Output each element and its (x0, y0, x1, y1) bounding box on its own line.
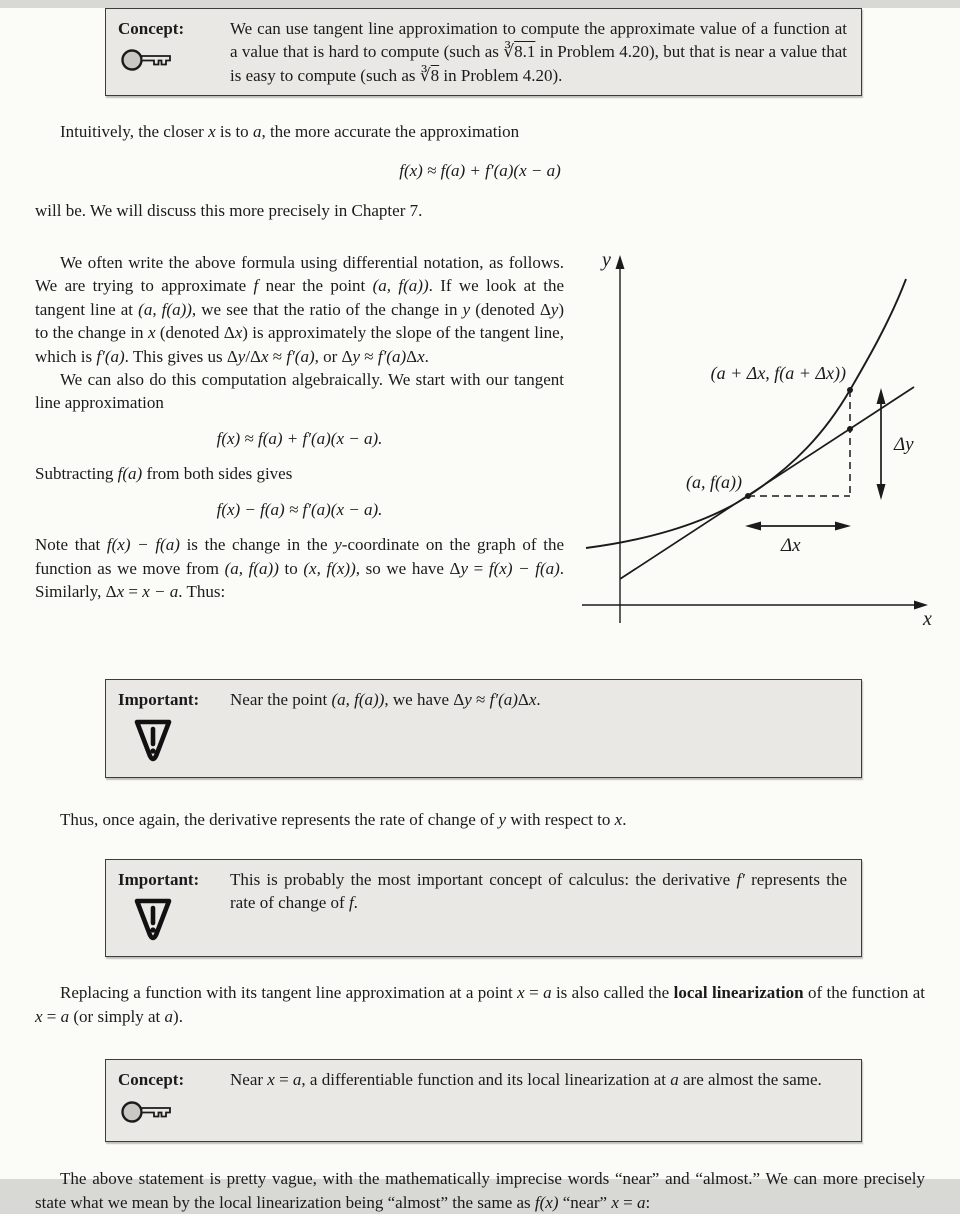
two-column-section (35, 248, 940, 662)
equation-difference: f(x) − f(a) ≈ f′(a)(x − a). (216, 499, 383, 519)
tangent-point-label: (a, f(a)) (686, 471, 742, 492)
important-box-2-label-column (118, 868, 216, 949)
point-on-tangent (847, 426, 853, 432)
paragraph-differential-notation: We often write the above formula using differential notation, as follows. We are trying to approximate f near the point (a, f(a)). If we look at the tangent line at (a, f(a)), we see that the ratio of the change in y (denoted Δy) to the change in x (denoted Δx) is approximately the slope of the tangent line, which is f′(a). This gives us Δy/Δx ≈ f′(a), or Δy ≈ f′(a)Δx. (35, 252, 565, 366)
figure-column (576, 248, 940, 662)
warning-icon (132, 717, 216, 769)
y-axis-arrowhead-icon (616, 255, 625, 269)
important-box-2-text: This is probably the most important concept of calculus: the derivative f′ represents the rate of change of f. (230, 869, 847, 912)
left-text-column (35, 251, 564, 662)
concept-box-2 (105, 1059, 862, 1142)
important-label: Important: (118, 690, 200, 710)
textbook-page (0, 8, 960, 1212)
important-label: Important: (118, 869, 200, 889)
tangent-line-figure (580, 248, 940, 656)
important-box-1-text: Near the point (a, f(a)), we have Δy ≈ f′(a)Δx. (230, 690, 541, 710)
concept-box-1 (105, 8, 862, 96)
important-box-1-label-column (118, 688, 216, 769)
paragraph-intuitively: Intuitively, the closer x is to a, the more accurate the approximation (60, 122, 520, 142)
equation-approx-2: f(x) ≈ f(a) + f′(a)(x − a). (216, 428, 383, 448)
delta-x-arrowhead-left-icon (745, 521, 761, 530)
concept-label: Concept: (118, 1070, 185, 1090)
paragraph-local-linearization: Replacing a function with its tangent line approximation at a point x = a is also called the local linearization of the function at x = a (or simply at a). (35, 983, 925, 1026)
paragraph-note-that: Note that f(x) − f(a) is the change in the y-coordinate on the graph of the function as we move from (a, f(a)) to (x, f(x)), so we have Δy = f(x) − f(a). Similarly, Δx = x − a. Thus: (35, 535, 565, 602)
upper-point-label: (a + Δx, f(a + Δx)) (710, 362, 846, 383)
x-axis-label: x (923, 607, 932, 630)
warning-icon (132, 896, 216, 948)
equation-tangent-approx: f(x) ≈ f(a) + f′(a)(x − a) (399, 160, 561, 180)
important-box-1 (105, 679, 862, 778)
delta-y-label: Δy (894, 433, 914, 455)
paragraph-will-be: will be. We will discuss this more precisely in Chapter 7. (35, 201, 423, 221)
key-icon (120, 45, 216, 81)
paragraph-thus-once-again: Thus, once again, the derivative represents the rate of change of y with respect to x. (60, 810, 627, 830)
concept-box-2-text: Near x = a, a differentiable function and its local linearization at a are almost the same. (230, 1070, 822, 1090)
tangent-line (620, 387, 914, 579)
y-axis-label: y (602, 248, 611, 271)
delta-x-arrowhead-right-icon (835, 521, 851, 530)
point-a-fa (745, 493, 751, 499)
delta-y-arrowhead-down-icon (877, 484, 886, 500)
concept-label: Concept: (118, 19, 185, 38)
paragraph-algebraically: We can also do this computation algebraically. We start with our tangent line approximation (35, 369, 564, 413)
delta-y-arrowhead-up-icon (877, 388, 886, 404)
paragraph-above-statement: The above statement is pretty vague, with the mathematically imprecise words “near” and “almost.” We can more precisely state what we mean by the local linearization being “almost” the same as f(x) “near” x = a: (35, 1169, 925, 1212)
important-box-2 (105, 859, 862, 958)
concept-box-2-label-column (118, 1068, 216, 1133)
delta-x-label: Δx (781, 534, 801, 556)
paragraph-subtracting: Subtracting f(a) from both sides gives (35, 464, 293, 484)
concept-box-1-label-column (118, 17, 216, 87)
point-on-curve (847, 387, 853, 393)
function-curve (586, 279, 906, 548)
concept-box-1-text: We can use tangent line approximation to compute the approximate value of a function at a value that is hard to compute (such as ∛8.1 in Problem 4.20), but that is near a value that is easy to compute (such as ∛8 in Problem 4.20). (230, 19, 848, 85)
key-icon (120, 1097, 216, 1133)
